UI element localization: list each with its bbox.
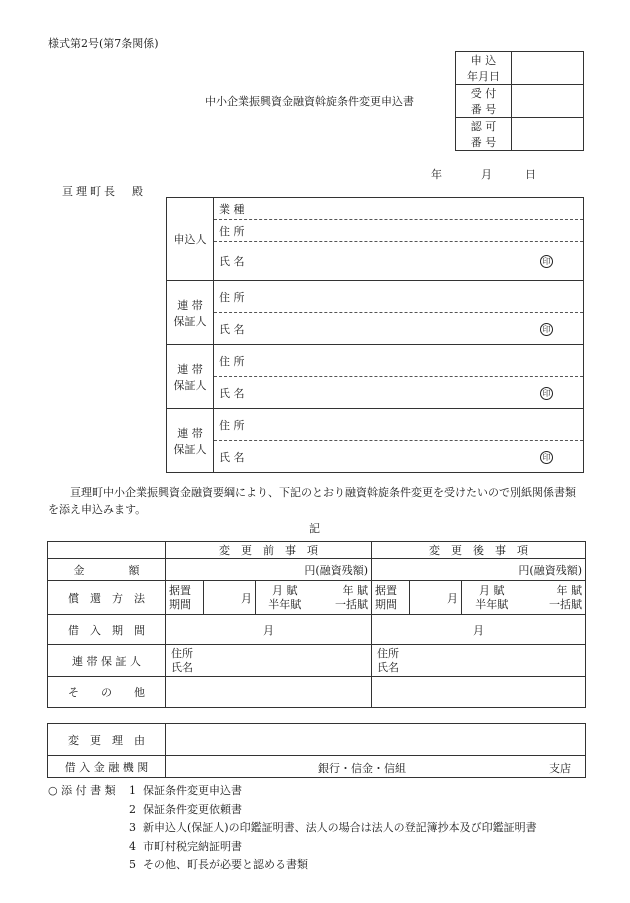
attachment-item: 4 市町村税完納証明書 <box>129 839 242 853</box>
row-guarantor-label: 連 帯 保 証 人 <box>48 645 166 677</box>
seal-icon: 印 <box>540 451 553 464</box>
method-before-b[interactable]: 年 賦 一括賦 <box>314 581 372 615</box>
applicant-industry[interactable]: 業 種 <box>214 198 584 220</box>
other-after[interactable] <box>372 677 586 708</box>
ki-label: 記 <box>309 522 320 535</box>
attachment-item: 2 保証条件変更依頼書 <box>129 802 242 816</box>
reception-label-apply: 申 込 年月日 <box>456 52 512 85</box>
attachment-item: 5 その他、町長が必要と認める書類 <box>129 858 308 871</box>
guarantor-3-label: 連 帯 保証人 <box>167 409 214 473</box>
reception-box <box>455 51 584 151</box>
bank-value[interactable] <box>166 756 586 778</box>
addressee: 亘理町長 殿 <box>62 185 146 198</box>
guarantor-before[interactable]: 住所 氏名 <box>166 645 372 677</box>
reason-table <box>47 723 586 778</box>
form-number: 様式第2号(第7条関係) <box>48 37 159 50</box>
reception-value-apply[interactable] <box>512 52 584 85</box>
grace-after-label: 据置 期間 <box>372 581 410 615</box>
row-repayment-label: 償 還 方 法 <box>48 581 166 615</box>
attachments-list <box>129 782 537 875</box>
seal-icon: 印 <box>540 323 553 336</box>
guarantor-after[interactable]: 住所 氏名 <box>372 645 586 677</box>
reason-value[interactable] <box>166 724 586 756</box>
seal-icon: 印 <box>540 387 553 400</box>
bank-label: 借 入 金 融 機 関 <box>48 756 166 778</box>
body-text: 亘理町中小企業振興資金融資要綱により、下記のとおり融資斡旋条件変更を受けたいので別紙関係書類を添え申込みます。 <box>48 486 576 516</box>
grace-before-label: 据置 期間 <box>166 581 204 615</box>
guarantor-3-address[interactable]: 住 所 <box>214 409 584 441</box>
branch-label: 支店 <box>549 762 571 775</box>
seal-icon: 印 <box>540 255 553 268</box>
header-before: 変 更 前 事 項 <box>166 542 372 559</box>
reception-value-approval[interactable] <box>512 118 584 151</box>
grace-before-months[interactable]: 月 <box>204 581 256 615</box>
row-period-label: 借 入 期 間 <box>48 615 166 645</box>
attachments-label: ○ 添 付 書 類 <box>48 784 116 797</box>
other-before[interactable] <box>166 677 372 708</box>
header-after: 変 更 後 事 項 <box>372 542 586 559</box>
amount-after[interactable]: 円(融資残額) <box>372 559 586 581</box>
reception-label-accept: 受 付 番 号 <box>456 85 512 118</box>
date-day: 日 <box>525 168 536 181</box>
applicant-address[interactable]: 住 所 <box>214 220 584 242</box>
date-year: 年 <box>431 168 442 181</box>
method-before-a[interactable]: 月 賦 半年賦 <box>256 581 314 615</box>
terms-table <box>47 541 586 708</box>
guarantor-2-address[interactable]: 住 所 <box>214 345 584 377</box>
period-before[interactable]: 月 <box>166 615 372 645</box>
page-title: 中小企業振興資金融資斡旋条件変更申込書 <box>205 95 414 108</box>
method-after-a[interactable]: 月 賦 半年賦 <box>462 581 522 615</box>
bank-types: 銀行・信金・信組 <box>318 762 406 775</box>
period-after[interactable]: 月 <box>372 615 586 645</box>
reception-value-accept[interactable] <box>512 85 584 118</box>
guarantor-1-name[interactable]: 氏 名 印 <box>214 313 584 345</box>
guarantor-1-address[interactable]: 住 所 <box>214 281 584 313</box>
parties-table <box>166 197 584 473</box>
applicant-name[interactable]: 氏 名 印 <box>214 242 584 281</box>
reception-label-approval: 認 可 番 号 <box>456 118 512 151</box>
row-other-label: そ の 他 <box>48 677 166 708</box>
date-month: 月 <box>481 168 492 181</box>
guarantor-3-name[interactable]: 氏 名 印 <box>214 441 584 473</box>
method-after-b[interactable]: 年 賦 一括賦 <box>522 581 586 615</box>
grace-after-months[interactable]: 月 <box>410 581 462 615</box>
guarantor-1-label: 連 帯 保証人 <box>167 281 214 345</box>
attachment-item: 3 新申込人(保証人)の印鑑証明書、法人の場合は法人の登記簿抄本及び印鑑証明書 <box>129 821 537 834</box>
reason-label: 変 更 理 由 <box>48 724 166 756</box>
guarantor-2-label: 連 帯 保証人 <box>167 345 214 409</box>
guarantor-2-name[interactable]: 氏 名 印 <box>214 377 584 409</box>
row-amount-label: 金 額 <box>48 559 166 581</box>
amount-before[interactable]: 円(融資残額) <box>166 559 372 581</box>
attachment-item: 1 保証条件変更申込書 <box>129 784 242 797</box>
applicant-label: 申込人 <box>167 198 214 281</box>
